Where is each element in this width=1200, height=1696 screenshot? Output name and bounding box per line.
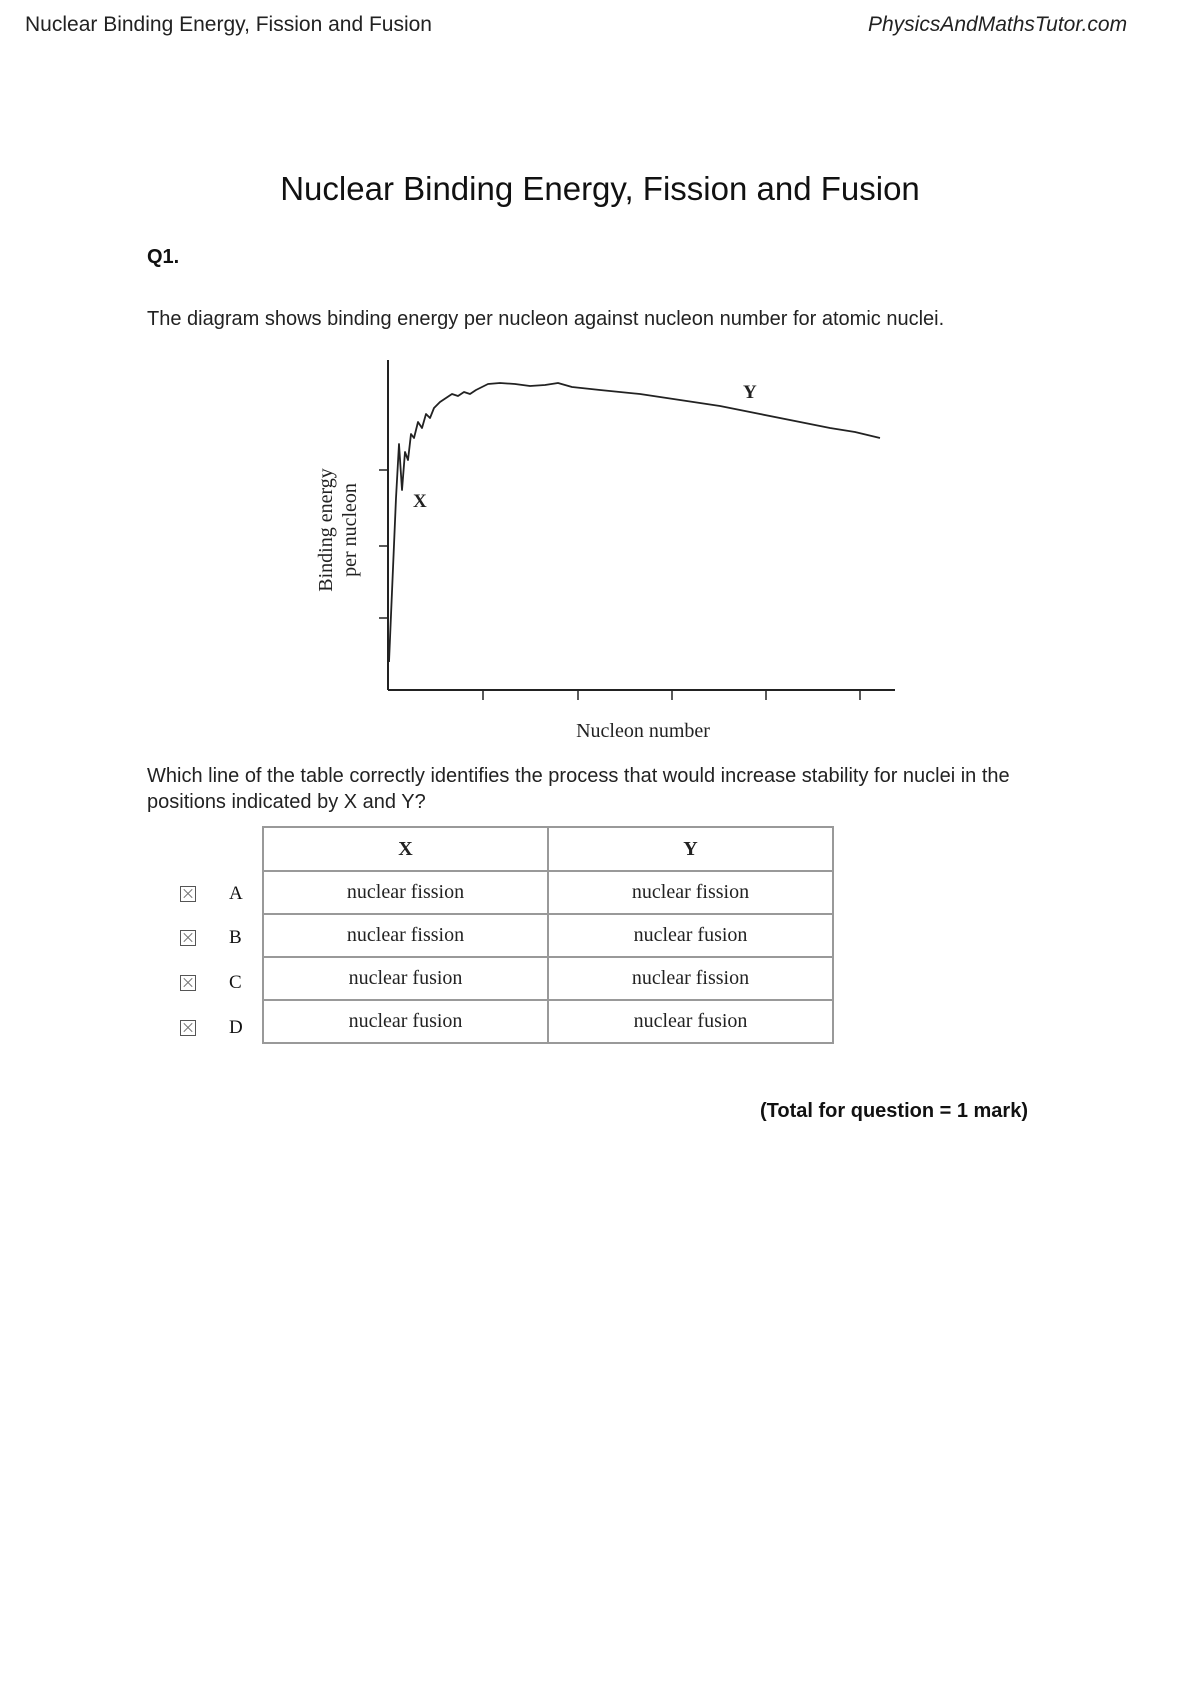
option-b-checkbox[interactable]	[180, 930, 196, 946]
table-row	[263, 1000, 833, 1043]
y-axis-label-line-2: per nucleon	[339, 483, 361, 577]
option-b[interactable]	[175, 925, 255, 955]
option-c-letter: C	[229, 972, 242, 993]
option-a-letter: A	[229, 883, 243, 904]
binding-energy-curve	[389, 383, 880, 662]
option-a[interactable]	[175, 881, 255, 911]
table-row	[263, 871, 833, 914]
table-row	[263, 957, 833, 1000]
question-total-marks: (Total for question = 1 mark)	[760, 1100, 1028, 1122]
cell-x: nuclear fusion	[263, 957, 548, 1000]
table-row	[263, 914, 833, 957]
option-a-checkbox[interactable]	[180, 886, 196, 902]
y-axis-label-line-1: Binding energy	[315, 468, 337, 592]
cell-y: nuclear fission	[548, 871, 833, 914]
option-c-checkbox[interactable]	[180, 975, 196, 991]
question-prompt: Which line of the table correctly identifies the process that would increase stability for nuclei in the positions indicated by X and Y?	[147, 765, 1010, 813]
table-header-row	[263, 827, 833, 871]
cell-y: nuclear fusion	[548, 1000, 833, 1043]
option-b-letter: B	[229, 927, 242, 948]
x-axis-label: Nucleon number	[576, 720, 710, 742]
question-intro: The diagram shows binding energy per nucleon against nucleon number for atomic nuclei.	[147, 308, 945, 330]
cell-x: nuclear fission	[263, 914, 548, 957]
cell-y: nuclear fission	[548, 957, 833, 1000]
column-header-y: Y	[548, 827, 833, 871]
point-label-y: Y	[743, 382, 757, 403]
question-number: Q1.	[147, 246, 180, 268]
cell-x: nuclear fission	[263, 871, 548, 914]
option-d-checkbox[interactable]	[180, 1020, 196, 1036]
binding-energy-chart	[300, 350, 920, 750]
option-d-letter: D	[229, 1017, 243, 1038]
option-c[interactable]	[175, 970, 255, 1000]
option-d[interactable]	[175, 1015, 255, 1045]
page-title: Nuclear Binding Energy, Fission and Fusion	[280, 170, 920, 207]
point-label-x: X	[413, 491, 427, 512]
cell-y: nuclear fusion	[548, 914, 833, 957]
header-left-title: Nuclear Binding Energy, Fission and Fusion	[25, 13, 432, 36]
header-site-name: PhysicsAndMathsTutor.com	[868, 13, 1128, 36]
column-header-x: X	[263, 827, 548, 871]
cell-x: nuclear fusion	[263, 1000, 548, 1043]
answer-table	[262, 826, 834, 1044]
